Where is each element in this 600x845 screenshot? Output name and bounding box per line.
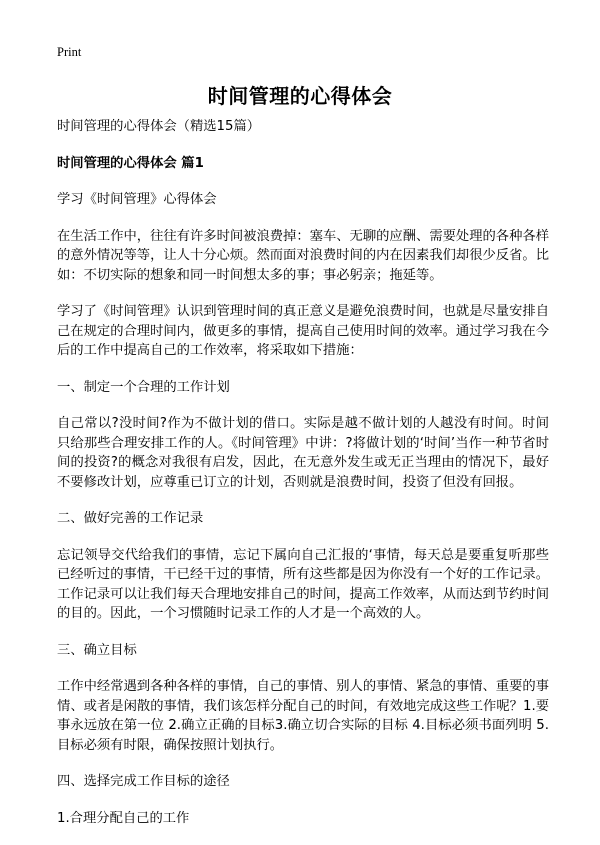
section-body: 1.合理分配自己的工作 xyxy=(57,810,190,826)
document-body xyxy=(57,117,549,845)
intro-heading: 学习《时间管理》心得体会 xyxy=(57,192,217,207)
paragraph: 学习了《时间管理》认识到管理时间的真正意义是避免浪费时间，也就是尽量安排自己在规定的合理时间内，做更多的事情，提高自己使用时间的效率。通过学习我在今后的工作中提高自己的工作效率，将采取如下措施： xyxy=(57,304,549,358)
section-heading: 一、制定一个合理的工作计划 xyxy=(57,379,230,395)
section-heading: 二、做好完善的工作记录 xyxy=(57,511,204,526)
section-body: 工作中经常遇到各种各样的事情，自己的事情、别人的事情、紧急的事情、重要的事情、或者是闲散的事情，我们该怎样分配自己的时间，有效地完成这些工作呢？1.要事永远放在第一位 2.确立正确的目标3.确立切合实际的目标 4.目标必须书面列明 5.目标必须有时限，确保按照计划执行。 xyxy=(57,679,549,753)
article-heading: 时间管理的心得体会 篇1 xyxy=(57,155,204,171)
section-heading: 三、确立目标 xyxy=(57,642,137,658)
print-link[interactable]: Print xyxy=(57,45,82,59)
document-subtitle: 时间管理的心得体会（精选15篇） xyxy=(57,119,261,134)
section-heading: 四、选择完成工作目标的途径 xyxy=(57,774,230,789)
paragraph: 在生活工作中，往往有许多时间被浪费掉：塞车、无聊的应酬、需要处理的各种各样的意外情况等等，让人十分心烦。然而面对浪费时间的内在因素我们却很少反省。比如：不切实际的想象和同一时间想太多的事；事必躬亲；拖延等。 xyxy=(57,228,549,283)
section-body: 忘记领导交代给我们的事情，忘记下属向自己汇报的‘事情，每天总是要重复听那些已经听过的事情，干已经干过的事情，所有这些都是因为你没有一个好的工作记录。工作记录可以让我们每天合理地安排自己的时间，提高工作效率，从而达到节约时间的目的。因此，一个习惯随时记录工作的人才是一个高效的人。 xyxy=(57,547,549,621)
page-title: 时间管理的心得体会 xyxy=(207,84,393,108)
section-body: 自己常以?没时间?作为不做计划的借口。实际是越不做计划的人越没有时间。时间只给那些合理安排工作的人。《时间管理》中讲：?将做计划的‘时间’当作一种节省时间的投资?的概念对我很有启发，因此，在无意外发生或无正当理由的情况下，最好不要修改计划，应尊重已订立的计划，否则就是浪费时间，投资了但没有回报。 xyxy=(57,416,549,490)
